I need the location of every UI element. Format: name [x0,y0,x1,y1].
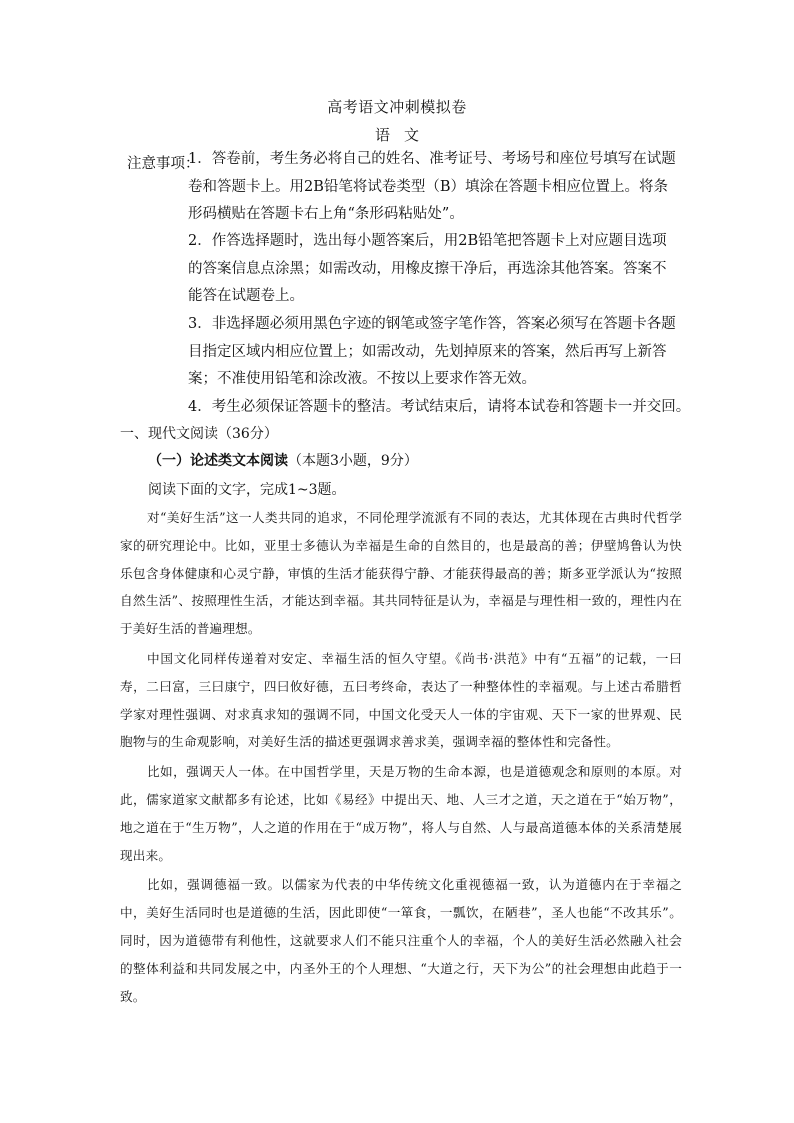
subsection-heading [148,450,418,470]
section-heading: 一、现代文阅读（36分） [120,426,278,442]
passage-paragraph: 中国文化同样传递着对安定、幸福生活的恒久守望。《尚书·洪范》中有“五福”的记载，一曰寿，二曰富，三曰康宁，四曰攸好德，五曰考终命，表达了一种整体性的幸福观。与上述古希腊哲学家对理性强调、对求真求知的强调不同，中国文化受天人一体的宇宙观、天下一家的世界观、民胞物与的生命观影响，对美好生活的描述更强调求善求美，强调幸福的整体性和完备性。 [120,650,682,750]
subject-heading: 语文 [374,126,433,144]
page-title: 高考语文冲刺模拟卷 [327,98,467,116]
passage-paragraph: 比如，强调德福一致。以儒家为代表的中华传统文化重视德福一致，认为道德内在于幸福之中，美好生活同时也是道德的生活，因此即使“一箪食，一瓢饮，在陋巷”，圣人也能“不改其乐”。同时，因为道德带有利他性，这就要求人们不能只注重个人的幸福，个人的美好生活必然融入社会的整体利益和共同发展之中，内圣外王的个人理想、“大道之行，天下为公”的社会理想由此趋于一致。 [120,877,682,1004]
notice-label: 注意事项： [127,156,200,172]
subsection-note: （本题3小题，9分） [288,453,418,469]
reading-passage [120,504,682,1010]
reading-instruction: 阅读下面的文字，完成1~3题。 [148,482,346,498]
notice-item-text: 1．答卷前，考生务必将自己的姓名、准考证号、考场号和座位号填写在试题卷和答题卡上。用2B铅笔将试卷类型（B）填涂在答题卡相应位置上。将条形码横贴在答题卡右上角“条形码粘贴处”。 [188,151,676,222]
notice-item-text: 3．非选择题必须用黑色字迹的钢笔或签字笔作答，答案必须写在答题卡各题目指定区域内相应位置上；如需改动，先划掉原来的答案，然后再写上新答案；不准使用铅笔和涂改液。不按以上要求作答无效。 [188,316,676,387]
subsection-title: （一）论述类文本阅读 [148,453,288,469]
passage-paragraph: 对“美好生活”这一人类共同的追求，不同伦理学流派有不同的表达，尤其体现在古典时代哲学家的研究理论中。比如，亚里士多德认为幸福是生命的自然目的，也是最高的善；伊壁鸠鲁认为快乐包含身体健康和心灵宁静，审慎的生活才能获得宁静、才能获得最高的善；斯多亚学派认为“按照自然生活”、按照理性生活，才能达到幸福。其共同特征是认为，幸福是与理性相一致的，理性内在于美好生活的普遍理想。 [120,510,682,637]
passage-paragraph: 比如，强调天人一体。在中国哲学里，天是万物的生命本源，也是道德观念和原则的本原。对此，儒家道家文献都多有论述，比如《易经》中提出天、地、人三才之道，天之道在于“始万物”，地之道在于“生万物”，人之道的作用在于“成万物”，将人与自然、人与最高道德本体的关系清楚展现出来。 [120,764,682,863]
notice-item-text: 4．考生必须保证答题卡的整洁。考试结束后，请将本试卷和答题卡一并交回。 [188,399,691,415]
notice-item-text: 2．作答选择题时，选出每小题答案后，用2B铅笔把答题卡上对应题目选项的答案信息点涂黑；如需改动，用橡皮擦干净后，再选涂其他答案。答案不能答在试题卷上。 [188,233,667,304]
